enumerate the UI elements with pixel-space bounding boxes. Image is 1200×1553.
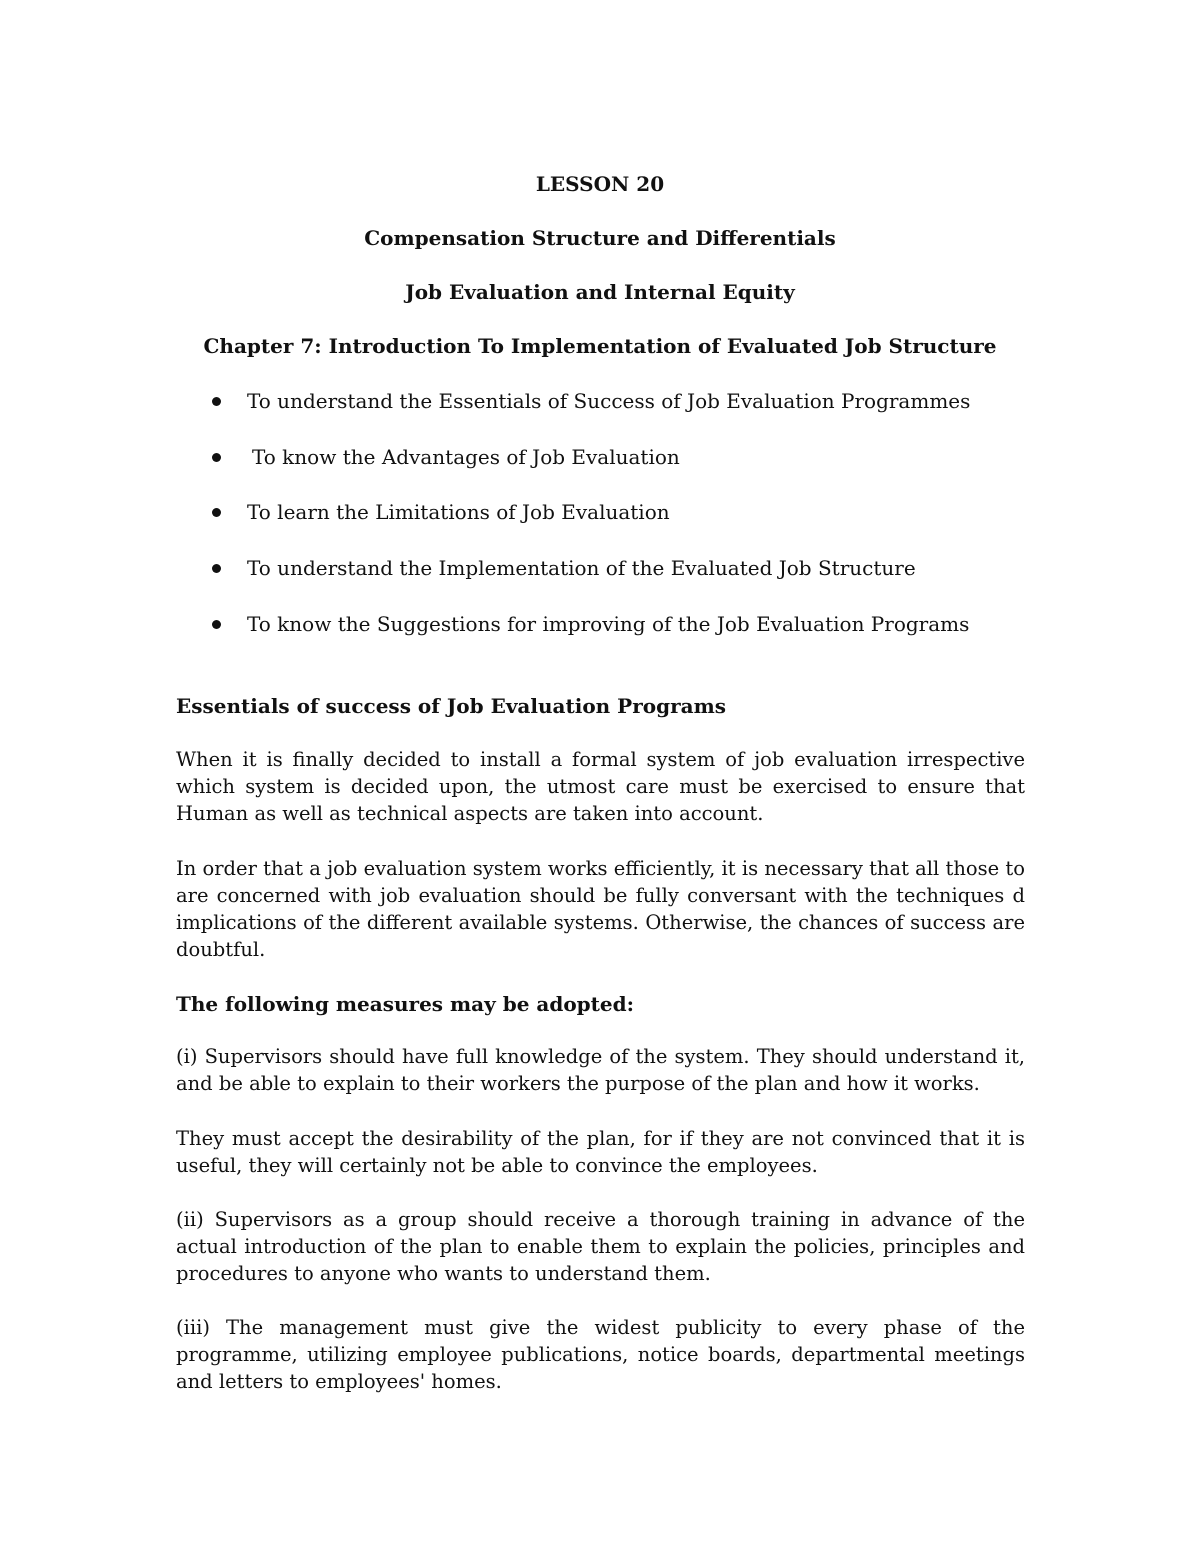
lesson-subtitle: Compensation Structure and Differentials <box>364 226 836 250</box>
bullet-icon <box>212 508 221 517</box>
bullet-icon <box>212 564 221 573</box>
objective-item <box>212 387 1032 415</box>
paragraph: They must accept the desirability of the plan, for if they are not convinced that it is useful, they will certainly not be able to convince the employees. <box>176 1127 1025 1177</box>
objective-item <box>212 554 1032 582</box>
measures-heading: The following measures may be adopted: <box>176 992 634 1016</box>
objective-text: To know the Suggestions for improving of the Job Evaluation Programs <box>247 612 970 636</box>
paragraph: In order that a job evaluation system works efficiently, it is necessary that all those to are concerned with job evaluation should be fully conversant with the techniques d implications of the different available systems. Otherwise, the chances of success are doubtful. <box>176 857 1025 961</box>
paragraph: When it is finally decided to install a formal system of job evaluation irrespective which system is decided upon, the utmost care must be exercised to ensure that Human as well as technical aspects are taken into account. <box>176 748 1025 825</box>
lesson-title: LESSON 20 <box>535 172 665 196</box>
paragraph: (i) Supervisors should have full knowledge of the system. They should understand it, and be able to explain to their workers the purpose of the plan and how it works. <box>176 1045 1025 1095</box>
bullet-icon <box>212 453 221 462</box>
objective-text: To understand the Implementation of the Evaluated Job Structure <box>247 556 916 580</box>
lesson-topic: Job Evaluation and Internal Equity <box>405 280 795 304</box>
chapter-title: Chapter 7: Introduction To Implementation of Evaluated Job Structure <box>203 334 997 358</box>
objective-text: To know the Advantages of Job Evaluation <box>252 445 680 469</box>
objective-item <box>212 443 1032 471</box>
section-heading: Essentials of success of Job Evaluation Programs <box>176 694 726 718</box>
objective-text: To learn the Limitations of Job Evaluation <box>247 500 670 524</box>
paragraph: (iii) The management must give the widest publicity to every phase of the programme, utilizing employee publications, notice boards, departmental meetings and letters to employees' homes. <box>176 1316 1025 1393</box>
bullet-icon <box>212 397 221 406</box>
objective-text: To understand the Essentials of Success of Job Evaluation Programmes <box>247 389 971 413</box>
paragraph: (ii) Supervisors as a group should receive a thorough training in advance of the actual introduction of the plan to enable them to explain the policies, principles and procedures to anyone who wants to understand them. <box>176 1208 1025 1285</box>
bullet-icon <box>212 620 221 629</box>
objective-item <box>212 498 1032 526</box>
objective-item <box>212 610 1032 638</box>
